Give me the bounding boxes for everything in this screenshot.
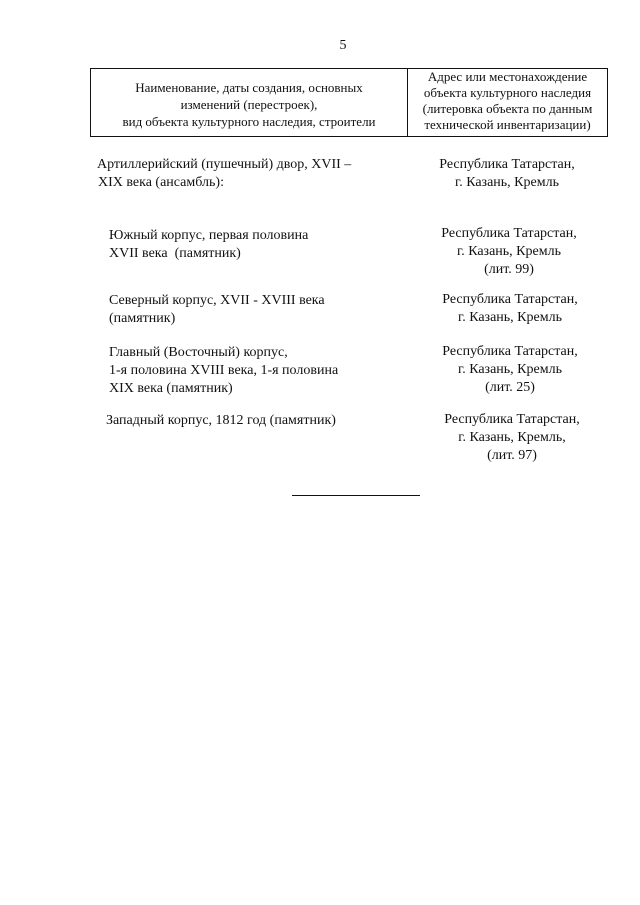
object-name-cell xyxy=(109,344,338,398)
object-name-cell xyxy=(106,412,336,430)
header-name-line: изменений (перестроек), xyxy=(180,97,318,112)
object-name-line: (памятник) xyxy=(109,311,176,326)
object-address-line: г. Казань, Кремль xyxy=(458,310,562,325)
object-address-line: Республика Татарстан, xyxy=(442,292,578,307)
header-address-line: технической инвентаризации) xyxy=(424,117,591,132)
end-divider xyxy=(292,495,420,496)
object-name-line: Северный корпус, XVII - XVIII века xyxy=(109,293,325,308)
object-address-line: (лит. 99) xyxy=(484,262,534,277)
object-name-cell xyxy=(109,227,308,263)
object-name-line: Западный корпус, 1812 год (памятник) xyxy=(106,413,336,428)
object-name-line: Южный корпус, первая половина xyxy=(109,228,309,243)
object-address-line: (лит. 97) xyxy=(487,448,537,463)
header-address-line: (литеровка объекта по данным xyxy=(422,101,593,116)
object-address-line: г. Казань, Кремль, xyxy=(458,430,566,445)
object-name-line: Главный (Восточный) корпус, xyxy=(109,345,288,360)
object-name-line: XIX века (памятник) xyxy=(109,381,233,396)
object-address-line: Республика Татарстан, xyxy=(442,344,578,359)
object-name-cell xyxy=(109,292,325,328)
object-address-cell xyxy=(407,156,607,192)
object-name-line: 1-я половина XVIII века, 1-я половина xyxy=(109,363,339,378)
object-address-line: г. Казань, Кремль xyxy=(458,362,562,377)
object-name-line: Артиллерийский (пушечный) двор, XVII – xyxy=(97,157,352,172)
object-address-cell xyxy=(410,343,610,397)
object-address-cell xyxy=(412,411,612,465)
object-address-line: г. Казань, Кремль xyxy=(457,244,561,259)
object-name-line: XVII века (памятник) xyxy=(109,246,241,261)
header-address-line: Адрес или местонахождение xyxy=(427,69,588,84)
object-address-line: Республика Татарстан, xyxy=(441,226,577,241)
object-address-line: г. Казань, Кремль xyxy=(455,175,559,190)
header-name-line: вид объекта культурного наследия, строители xyxy=(122,114,376,129)
object-address-cell xyxy=(410,291,610,327)
header-address-line: объекта культурного наследия xyxy=(423,85,592,100)
object-name-line: XIX века (ансамбль): xyxy=(98,175,224,190)
page-number: 5 xyxy=(339,38,347,53)
object-address-line: Республика Татарстан, xyxy=(444,412,580,427)
object-name-cell xyxy=(97,156,351,192)
object-address-cell xyxy=(409,225,609,279)
object-address-line: Республика Татарстан, xyxy=(439,157,575,172)
header-name-line: Наименование, даты создания, основных xyxy=(135,80,363,95)
object-address-line: (лит. 25) xyxy=(485,380,535,395)
